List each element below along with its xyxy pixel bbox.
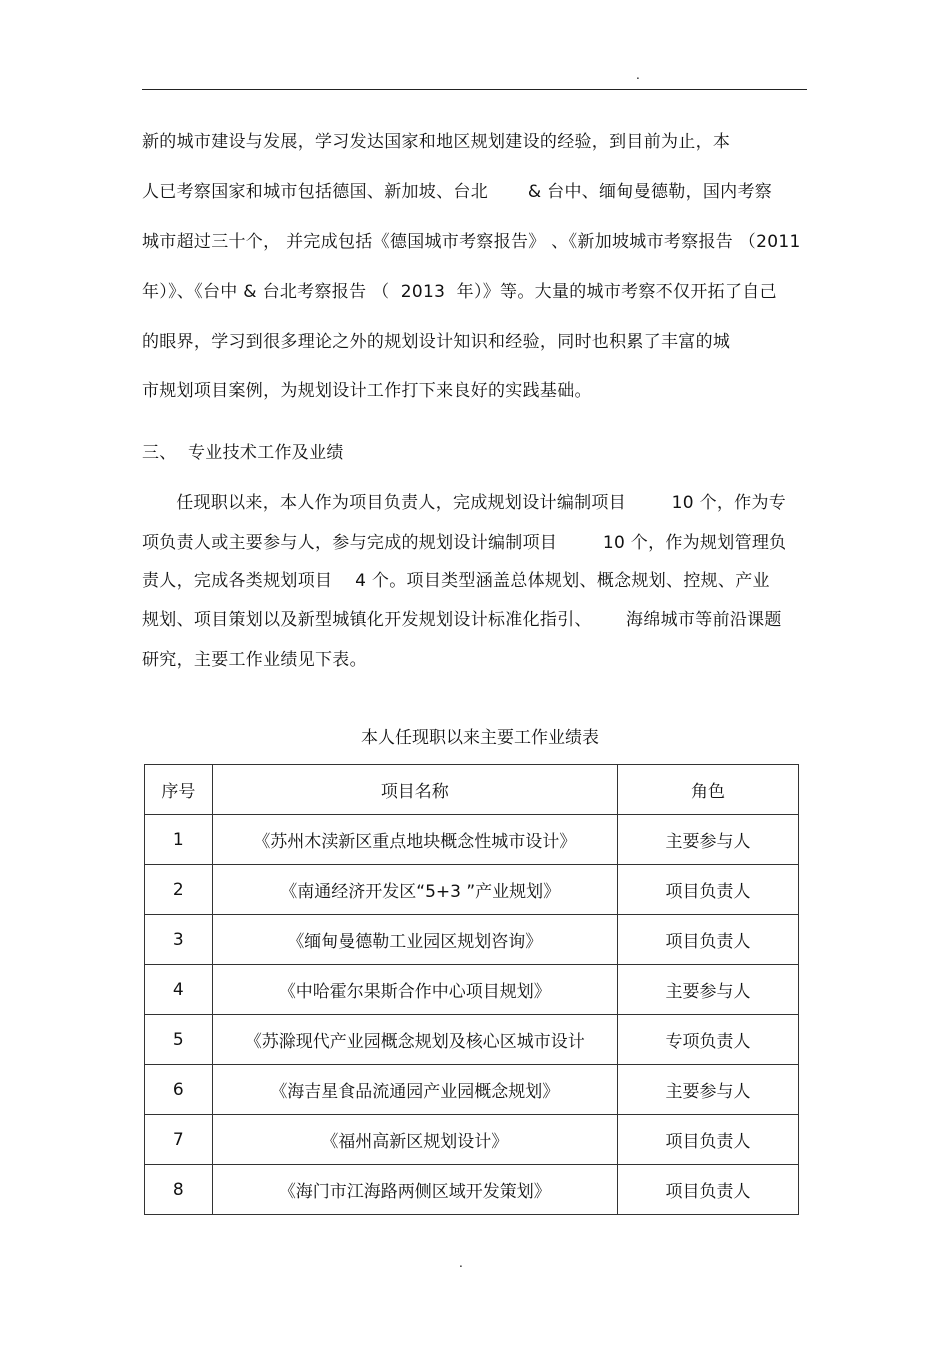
- table-title: 本人任现职以来主要工作业绩表: [361, 728, 599, 748]
- header-project-name: 项目名称: [212, 765, 617, 815]
- cell-project-name: 《福州高新区规划设计》: [212, 1115, 617, 1165]
- cell-index: 6: [145, 1065, 213, 1115]
- cell-role: 主要参与人: [617, 815, 798, 865]
- table-row: [145, 915, 799, 965]
- cell-project-name: 《苏滁现代产业园概念规划及核心区城市设计: [212, 1015, 617, 1065]
- cell-index: 8: [145, 1165, 213, 1215]
- cell-role: 专项负责人: [617, 1015, 798, 1065]
- paragraph-line: 规划、项目策划以及新型城镇化开发规划设计标准化指引、 海绵城市等前沿课题: [142, 610, 782, 630]
- table-row: [145, 815, 799, 865]
- cell-index: 2: [145, 865, 213, 915]
- cell-project-name: 《南通经济开发区“5+3 ”产业规划》: [212, 865, 617, 915]
- cell-project-name: 《中哈霍尔果斯合作中心项目规划》: [212, 965, 617, 1015]
- cell-index: 4: [145, 965, 213, 1015]
- table-header-row: [145, 765, 799, 815]
- header-role: 角色: [617, 765, 798, 815]
- cell-index: 7: [145, 1115, 213, 1165]
- cell-role: 项目负责人: [617, 865, 798, 915]
- table-row: [145, 1115, 799, 1165]
- paragraph-line: 人已考察国家和城市包括德国、新加坡、台北 & 台中、缅甸曼德勒，国内考察: [142, 182, 773, 202]
- cell-role: 项目负责人: [617, 1115, 798, 1165]
- performance-table: [144, 764, 799, 1215]
- table-row: [145, 865, 799, 915]
- header-index: 序号: [145, 765, 213, 815]
- cell-project-name: 《海吉星食品流通园产业园概念规划》: [212, 1065, 617, 1115]
- paragraph-line: 的眼界，学习到很多理论之外的规划设计知识和经验，同时也积累了丰富的城: [142, 332, 731, 352]
- paragraph-line: 年）》、《台中 & 台北考察报告 （ 2013 年）》等。大量的城市考察不仅开拓了自己: [142, 282, 777, 302]
- cell-role: 主要参与人: [617, 1065, 798, 1115]
- cell-index: 3: [145, 915, 213, 965]
- header-dot: .: [636, 68, 640, 82]
- paragraph-line: 责人，完成各类规划项目 4 个。项目类型涵盖总体规划、概念规划、控规、产业: [142, 571, 770, 591]
- paragraph-line: 项负责人或主要参与人，参与完成的规划设计编制项目 10 个，作为规划管理负: [142, 533, 787, 553]
- cell-index: 1: [145, 815, 213, 865]
- cell-role: 主要参与人: [617, 965, 798, 1015]
- cell-role: 项目负责人: [617, 915, 798, 965]
- paragraph-line: 城市超过三十个， 并完成包括《德国城市考察报告》 、《新加坡城市考察报告 （2011: [142, 232, 801, 252]
- cell-project-name: 《苏州木渎新区重点地块概念性城市设计》: [212, 815, 617, 865]
- cell-index: 5: [145, 1015, 213, 1065]
- table-row: [145, 1065, 799, 1115]
- table-row: [145, 1165, 799, 1215]
- paragraph-line: 研究，主要工作业绩见下表。: [142, 650, 367, 670]
- cell-project-name: 《缅甸曼德勒工业园区规划咨询》: [212, 915, 617, 965]
- footer-dot: .: [459, 1256, 463, 1270]
- paragraph-line: 任现职以来，本人作为项目负责人，完成规划设计编制项目 10 个，作为专: [142, 493, 787, 513]
- cell-role: 项目负责人: [617, 1165, 798, 1215]
- section-heading: 三、 专业技术工作及业绩: [142, 443, 344, 463]
- paragraph-line: 市规划项目案例，为规划设计工作打下来良好的实践基础。: [142, 381, 592, 401]
- cell-project-name: 《海门市江海路两侧区域开发策划》: [212, 1165, 617, 1215]
- header-rule: [142, 89, 807, 90]
- table-row: [145, 1015, 799, 1065]
- table-row: [145, 965, 799, 1015]
- paragraph-line: 新的城市建设与发展，学习发达国家和地区规划建设的经验，到目前为止，本: [142, 132, 731, 152]
